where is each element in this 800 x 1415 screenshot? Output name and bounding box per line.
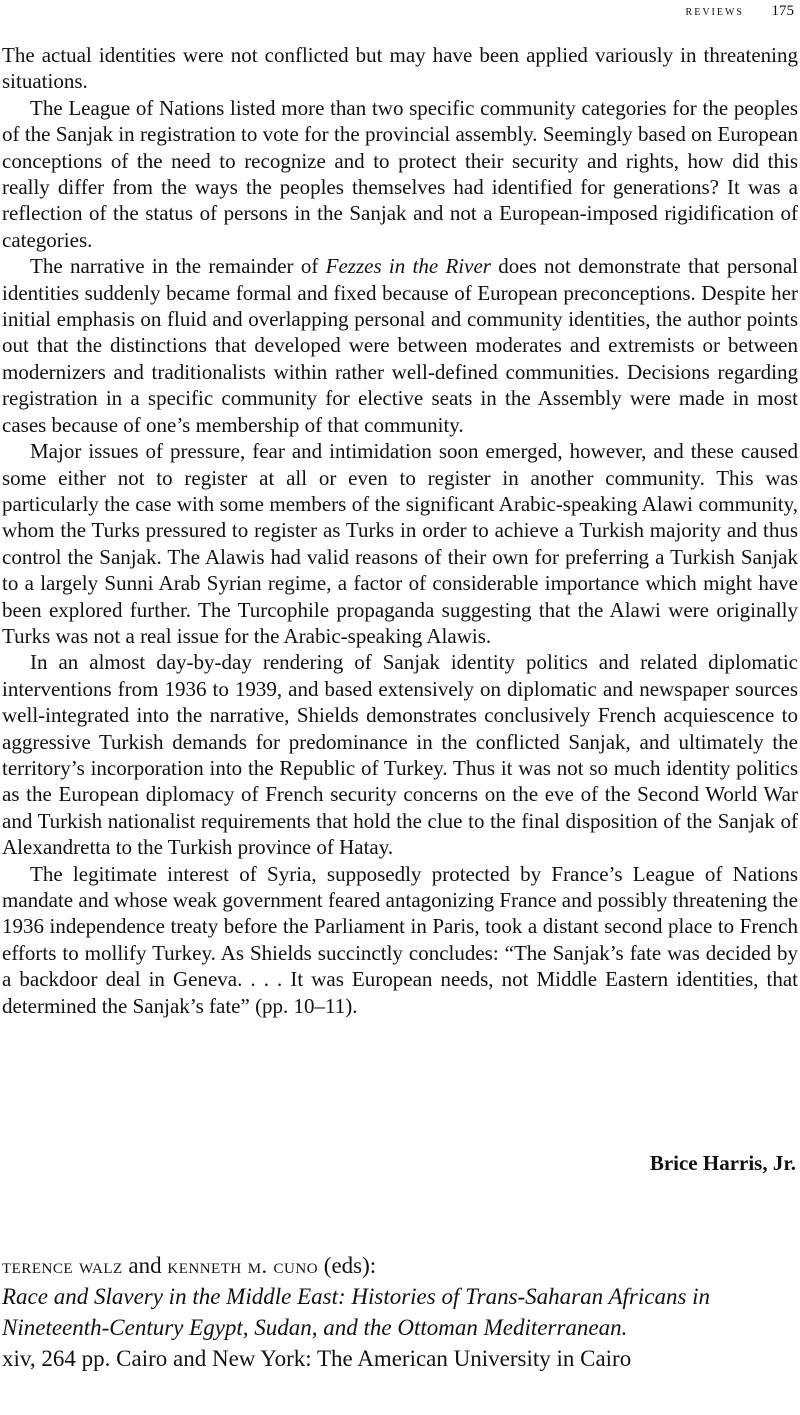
book-title-reference: Fezzes in the River [325, 254, 491, 279]
next-review-heading [2, 1250, 798, 1374]
paragraph: The legitimate interest of Syria, supposedly protected by France’s League of Nations mandate and whose weak government feared antagonizing France and possibly threatening the 1936 independence treaty before the Parliament in Paris, took a distant second place to French efforts to mollify Turkey. As Shields succinctly concludes: “The Sanjak’s fate was decided by a backdoor deal in Geneva. . . . It was European needs, not Middle Eastern identities, that determined the Sanjak’s fate” (pp. 10–11). [2, 861, 798, 1018]
reviewer-signature: Brice Harris, Jr. [649, 1151, 796, 1175]
running-header [686, 0, 794, 22]
book-title: Race and Slavery in the Middle East: Histories of Trans-Saharan Africans in Nineteenth-Century Egypt, Sudan, and the Ottoman Mediterranean. [2, 1284, 711, 1340]
editor-name: kenneth m. cuno [167, 1253, 319, 1278]
paragraph: Major issues of pressure, fear and intimidation soon emerged, however, and these caused some either not to register at all or even to register in another community. This was particularly the case with some members of the significant Arabic-speaking Alawi community, whom the Turks pressured to register as Turks in order to achieve a Turkish majority and thus control the Sanjak. The Alawis had valid reasons of their own for preferring a Turkish Sanjak to a largely Sunni Arab Syrian regime, a factor of considerable importance which might have been explored further. The Turcophile propaganda suggesting that the Alawi were originally Turks was not a real issue for the Arabic-speaking Alawis. [2, 439, 798, 648]
running-head: reviews [685, 4, 744, 19]
paragraph: In an almost day-by-day rendering of Sanjak identity politics and related diplomatic interventions from 1936 to 1939, and based extensively on diplomatic and newspaper sources well-integrated into the narrative, Shields demonstrates conclusively French acquiescence to aggressive Turkish demands for predominance in the conflicted Sanjak, and ultimately the territory’s incorporation into the Republic of Turkey. Thus it was not so much identity politics as the European diplomacy of French security concerns on the eve of the Second World War and Turkish nationalist requirements that hold the clue to the final disposition of the Sanjak of Alexandretta to the Turkish province of Hatay. [2, 650, 798, 860]
paragraph-text: does not demonstrate that personal identities suddenly became formal and fixed because of European preconceptions. Despite her initial emphasis on fluid and overlapping personal and community identities, the author points out that the distinctions that developed were between moderates and extremists or between modernizers and traditionalists within rather well-defined communities. Decisions regarding registration in a specific community for elective seats in the Assembly were made in most cases because of one’s membership of that community. [2, 254, 798, 437]
page-number: 175 [771, 3, 794, 19]
paragraph: The actual identities were not conflicted but may have been applied variously in threatening situations. [2, 43, 798, 94]
publication-info: xiv, 264 pp. Cairo and New York: The American University in Cairo [2, 1346, 632, 1371]
eds-label: (eds): [318, 1253, 377, 1278]
book-editors [2, 1250, 798, 1281]
conjunction: and [122, 1253, 168, 1278]
paragraph: The League of Nations listed more than two specific community categories for the peoples of the Sanjak in registration to vote for the provincial assembly. Seemingly based on European conceptions of the need to recognize and to protect their security and rights, how did this really differ from the ways the peoples themselves had identified for generations? It was a reflection of the status of persons in the Sanjak and not a European-imposed rigidification of categories. [2, 95, 798, 252]
editor-name: terence walz [2, 1253, 123, 1278]
paragraph-text: The narrative in the remainder of [30, 254, 326, 279]
review-body [2, 42, 798, 1019]
paragraph [2, 253, 798, 438]
